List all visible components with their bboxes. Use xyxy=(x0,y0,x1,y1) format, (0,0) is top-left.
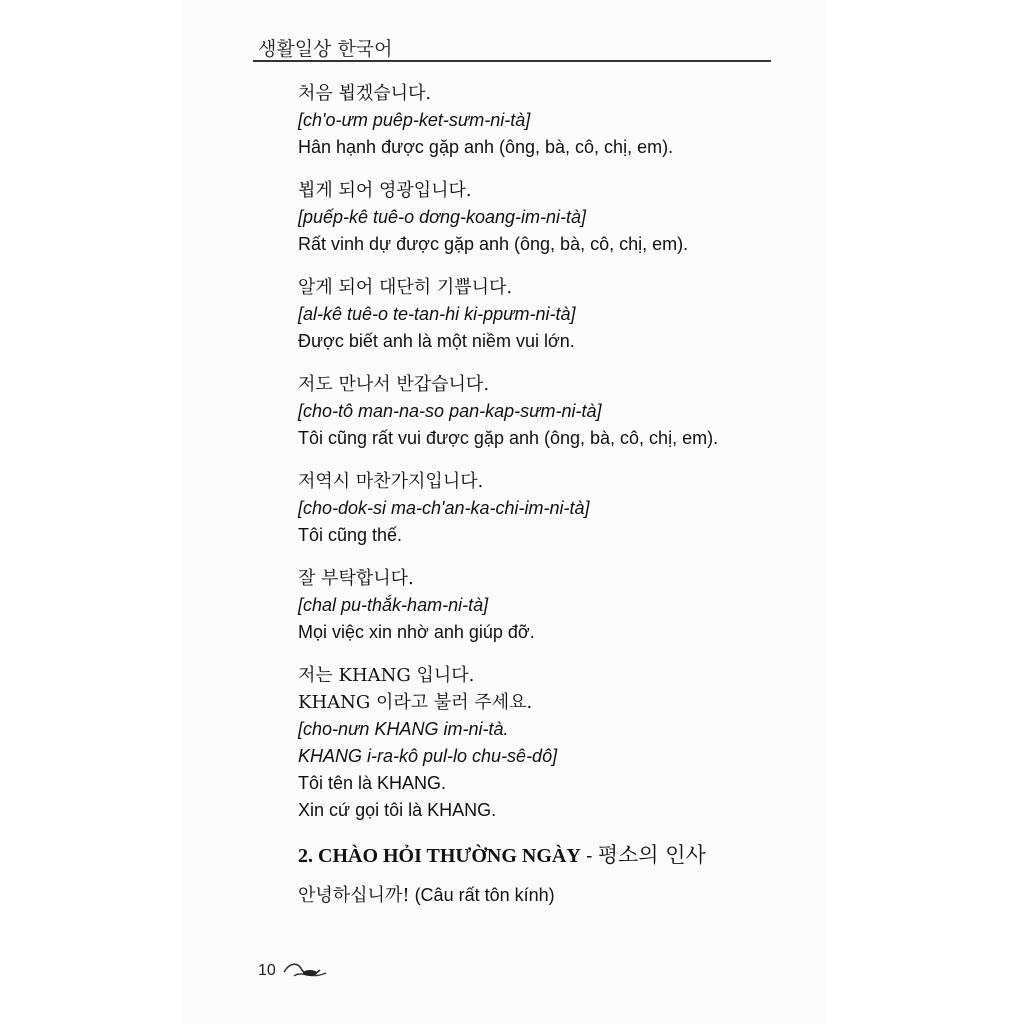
greeting-korean: 안녕하십니까! xyxy=(298,885,410,906)
romanization-line: [al-kê tuê-o te-tan-hi ki-ppưm-ni-tà] xyxy=(298,304,576,324)
korean-line: 처음 뵙겠습니다. xyxy=(298,83,432,104)
phrase-block xyxy=(298,371,818,452)
phrase-block xyxy=(298,468,818,549)
phrase-block xyxy=(298,80,818,161)
romanization-line: [chal pu-thắk-ham-ni-tà] xyxy=(298,595,489,615)
section-heading-text: 2. CHÀO HỎI THƯỜNG NGÀY xyxy=(298,845,581,867)
greeting-note: (Câu rất tôn kính) xyxy=(409,885,555,905)
korean-line: KHANG 이라고 불러 주세요. xyxy=(298,692,533,713)
vietnamese-line: Tôi cũng rất vui được gặp anh (ông, bà, cô, chị, em). xyxy=(298,428,719,448)
phrase-block xyxy=(298,662,818,824)
vietnamese-line: Mọi việc xin nhờ anh giúp đỡ. xyxy=(298,622,535,642)
korean-line: 저역시 마찬가지입니다. xyxy=(298,471,484,492)
phrase-list xyxy=(298,80,818,824)
romanization-line: [puếp-kê tuê-o dơng-koang-im-ni-tà] xyxy=(298,207,587,227)
vietnamese-line: Rất vinh dự được gặp anh (ông, bà, cô, chị, em). xyxy=(298,234,689,254)
section-separator: - xyxy=(580,846,598,867)
vietnamese-line: Hân hạnh được gặp anh (ông, bà, cô, chị, em). xyxy=(298,137,674,157)
korean-line: 잘 부탁합니다. xyxy=(298,568,414,589)
vietnamese-line: Xin cứ gọi tôi là KHANG. xyxy=(298,800,497,820)
phrase-block xyxy=(298,565,818,646)
vietnamese-line: Tôi tên là KHANG. xyxy=(298,773,447,793)
romanization-line: [cho-dok-si ma-ch'an-ka-chi-im-ni-tà] xyxy=(298,498,590,518)
phrase-block xyxy=(298,177,818,258)
header-rule xyxy=(253,60,771,62)
korean-line: 알게 되어 대단히 기쁩니다. xyxy=(298,277,513,298)
page-ornament-icon xyxy=(280,958,332,980)
romanization-line: KHANG i-ra-kô pul-lo chu-sê-dô] xyxy=(298,746,558,766)
korean-line: 뵙게 되어 영광입니다. xyxy=(298,180,472,201)
romanization-line: [cho-nưn KHANG im-ni-tà. xyxy=(298,719,509,739)
phrase-block xyxy=(298,274,818,355)
romanization-line: [cho-tô man-na-so pan-kap-sưm-ni-tà] xyxy=(298,401,602,421)
page-content xyxy=(298,80,818,909)
section-heading xyxy=(298,840,818,872)
korean-line: 저도 만나서 반갑습니다. xyxy=(298,374,490,395)
page-number: 10 xyxy=(258,962,276,979)
greeting-line xyxy=(298,882,818,909)
vietnamese-line: Được biết anh là một niềm vui lớn. xyxy=(298,331,575,351)
vietnamese-line: Tôi cũng thế. xyxy=(298,525,403,545)
section-heading-korean: 평소의 인사 xyxy=(597,843,706,867)
romanization-line: [ch'o-ưm puêp-ket-sưm-ni-tà] xyxy=(298,110,531,130)
korean-line: 저는 KHANG 입니다. xyxy=(298,665,475,686)
running-header: 생활일상 한국어 xyxy=(258,38,393,60)
